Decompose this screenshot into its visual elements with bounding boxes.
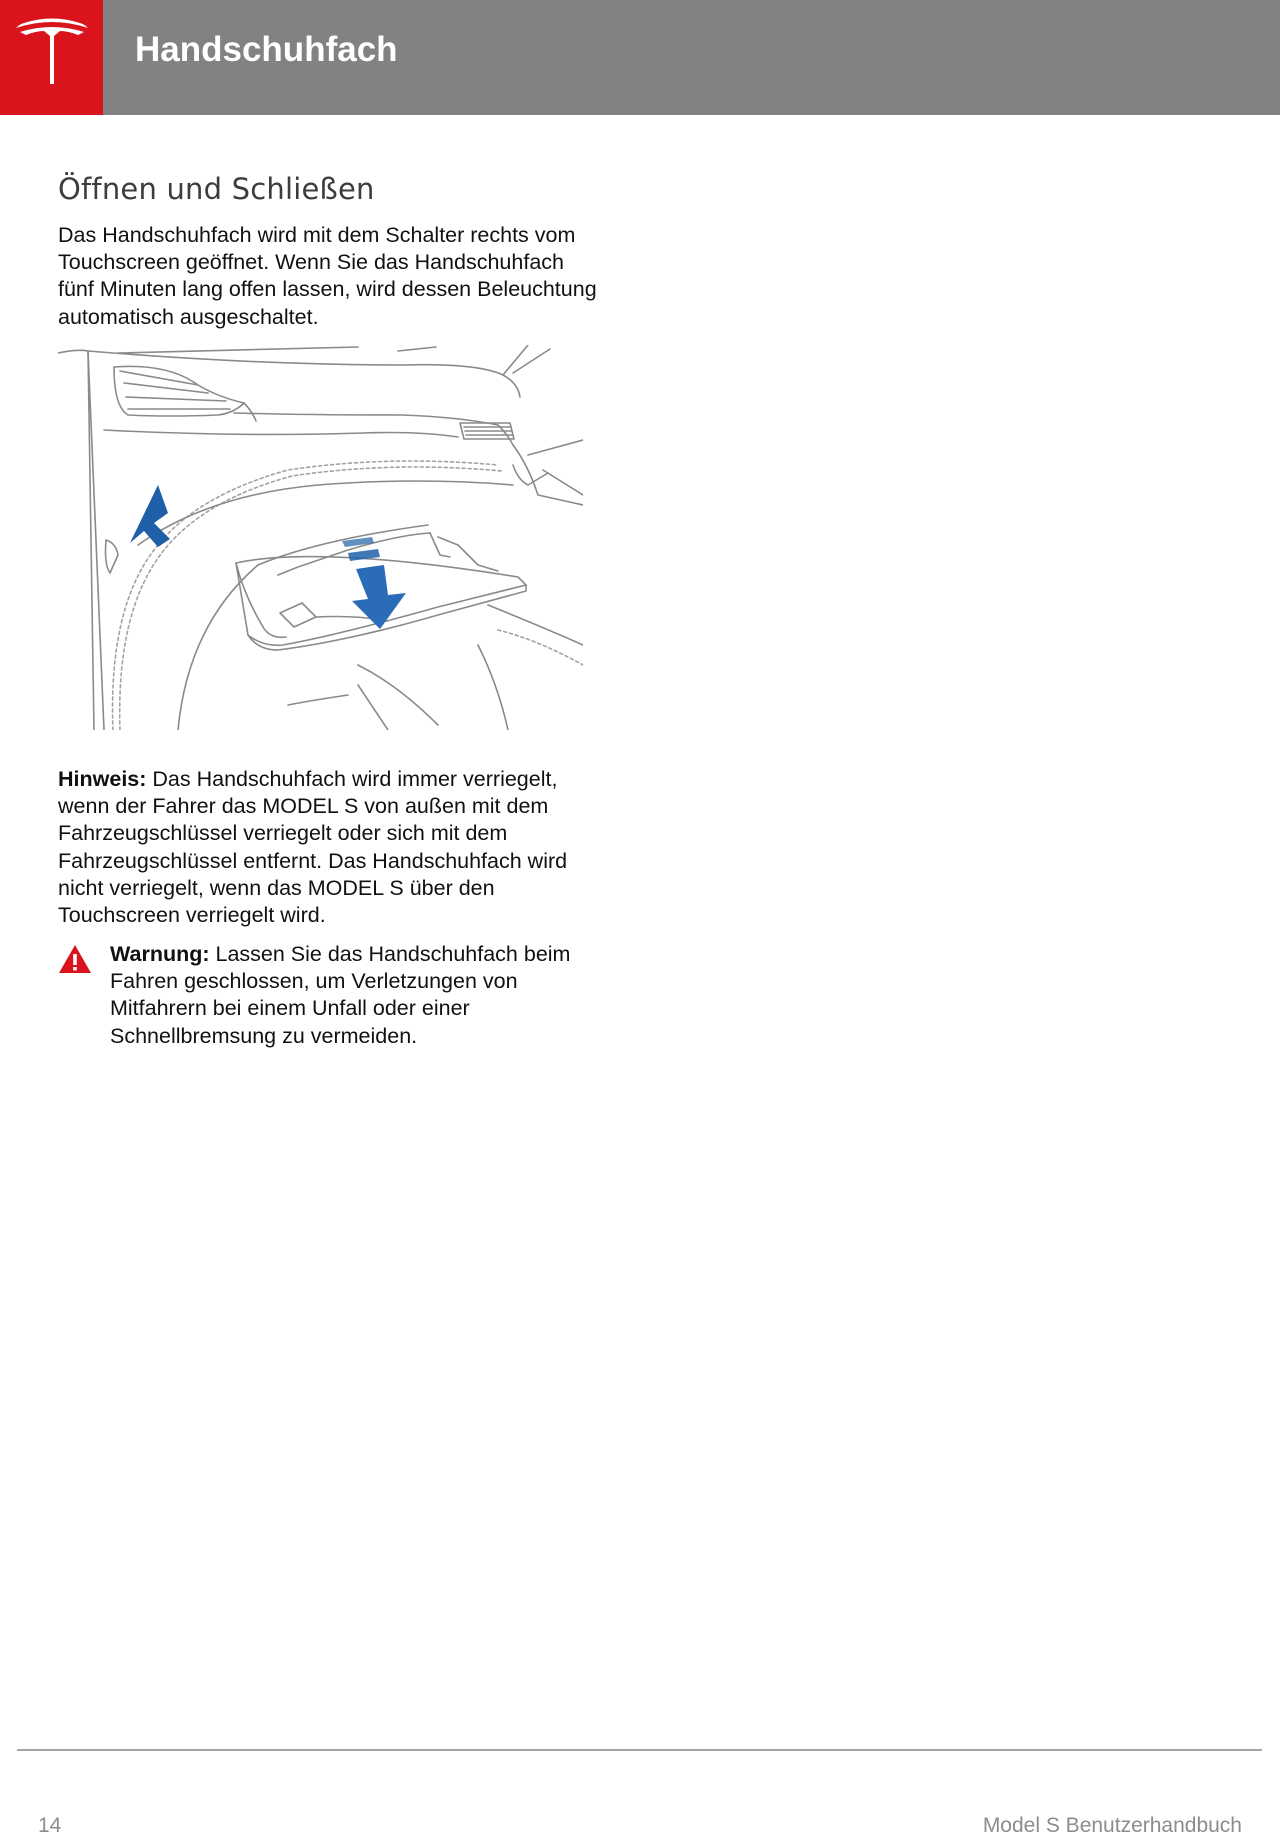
document-name: Model S Benutzerhandbuch: [982, 1814, 1242, 1837]
warning-triangle-icon: [58, 944, 92, 974]
tesla-logo: [0, 0, 103, 115]
glovebox-illustration: [58, 345, 583, 730]
tesla-logo-icon: [14, 18, 90, 86]
note-text: Das Handschuhfach wird immer verriegelt, wenn der Fahrer das MODEL S von außen mit dem Fahrzeugschlüssel verriegelt oder sich mit dem Fahrzeugschlüssel entfernt. Das Handschuhfach wird nicht verriegelt, wenn das MODEL S über den Touchscreen verriegelt wird.: [58, 767, 568, 928]
page-title: Handschuhfach: [135, 30, 398, 69]
warning-label: Warnung:: [110, 942, 210, 966]
intro-paragraph: Das Handschuhfach wird mit dem Schalter rechts vom Touchscreen geöffnet. Wenn Sie das Handschuhfach fünf Minuten lang offen lassen, wird dessen Beleuchtung automatisch ausgeschaltet.: [58, 223, 597, 329]
warning-text: Lassen Sie das Handschuhfach beim Fahren geschlossen, um Verletzungen von Mitfahrern bei einem Unfall oder einer Schnellbremsung zu vermeiden.: [110, 942, 571, 1048]
note-label: Hinweis:: [58, 767, 147, 791]
section-title: Öffnen und Schließen: [58, 172, 375, 206]
warning-paragraph: [110, 941, 590, 1050]
page-header: [0, 0, 1280, 115]
footer-divider: [17, 1749, 1262, 1751]
page-number: 14: [38, 1814, 62, 1837]
note-paragraph: [58, 766, 598, 929]
